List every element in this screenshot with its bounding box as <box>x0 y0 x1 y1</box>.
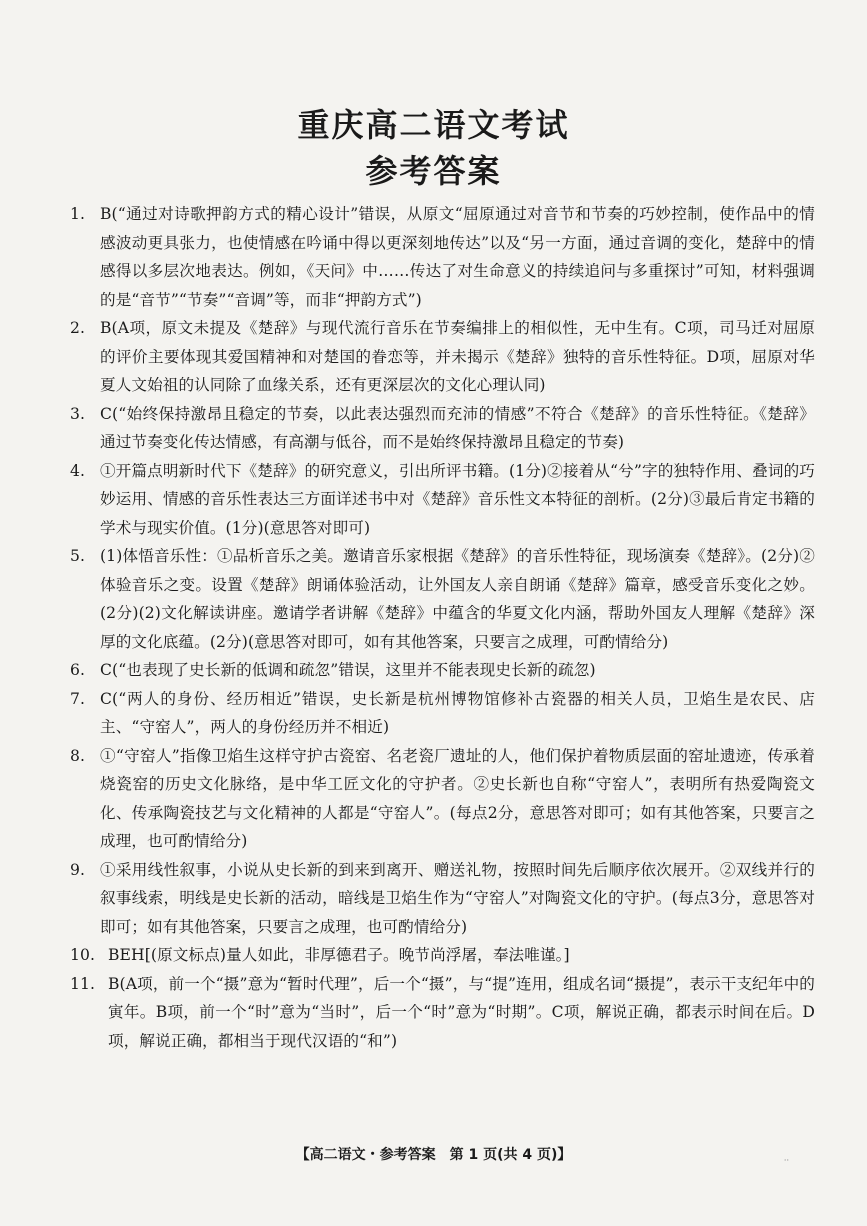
answer-text: (1)体悟音乐性：①品析音乐之美。邀请音乐家根据《楚辞》的音乐性特征，现场演奏《楚辞》。(2分)②体验音乐之变。设置《楚辞》朗诵体验活动，让外国友人亲自朗诵《楚辞》篇章，感受音乐变化之妙。(2分)(2)文化解读讲座。邀请学者讲解《楚辞》中蕴含的华夏文化内涵，帮助外国友人理解《楚辞》深厚的文化底蕴。(2分)(意思答对即可，如有其他答案，只要言之成理，可酌情给分) <box>100 547 815 651</box>
answer-number: 9. <box>70 860 86 879</box>
answer-list <box>70 200 815 1055</box>
answer-text: C(“始终保持激昂且稳定的节奏，以此表达强烈而充沛的情感”不符合《楚辞》的音乐性特征。《楚辞》通过节奏变化传达情感，有高潮与低谷，而不是始终保持激昂且稳定的节奏) <box>100 404 815 451</box>
answer-text: ①“守窑人”指像卫焰生这样守护古瓷窑、名老瓷厂遗址的人，他们保护着物质层面的窑址遗迹，传承着烧瓷窑的历史文化脉络，是中华工匠文化的守护者。②史长新也自称“守窑人”，表明所有热爱陶瓷文化、传承陶瓷技艺与文化精神的人都是“守窑人”。(每点2分，意思答对即可；如有其他答案，只要言之成理，也可酌情给分) <box>100 746 815 850</box>
corner-mark: ·· <box>783 1156 789 1165</box>
answer-number: 2. <box>70 319 86 337</box>
answer-text: C(“也表现了史长新的低调和疏忽”错误，这里并不能表现史长新的疏忽) <box>100 661 596 679</box>
answer-number: 8. <box>70 746 86 765</box>
answer-number: 6. <box>70 661 86 679</box>
answer-number: 5. <box>70 547 86 565</box>
answer-number: 10. <box>70 946 96 964</box>
answer-item-2 <box>70 314 815 400</box>
answer-item-9 <box>70 856 815 942</box>
answer-item-11 <box>70 970 815 1056</box>
page-title: 重庆高二语文考试 <box>297 106 570 144</box>
answer-text: ①采用线性叙事，小说从史长新的到来到离开、赠送礼物，按照时间先后顺序依次展开。②双线并行的叙事线索，明线是史长新的活动，暗线是卫焰生作为“守窑人”对陶瓷文化的守护。(每点3分，意思答对即可；如有其他答案，只要言之成理，也可酌情给分) <box>100 860 815 936</box>
answer-number: 11. <box>70 974 96 993</box>
answer-number: 3. <box>70 404 86 423</box>
answer-text: ①开篇点明新时代下《楚辞》的研究意义，引出所评书籍。(1分)②接着从“兮”字的独特作用、叠词的巧妙运用、情感的音乐性表达三方面详述书中对《楚辞》音乐性文本特征的剖析。(2分)③最后肯定书籍的学术与现实价值。(1分)(意思答对即可) <box>100 461 815 537</box>
answer-item-4 <box>70 457 815 543</box>
answer-text: B(A项，前一个“摄”意为“暂时代理”，后一个“摄”，与“提”连用，组成名词“摄提”，表示干支纪年中的寅年。B项，前一个“时”意为“当时”，后一个“时”意为“时期”。C项，解说正确，都表示时间在后。D项，解说正确，都相当于现代汉语的“和”) <box>108 974 815 1050</box>
answer-item-7 <box>70 685 815 742</box>
page-footer: 【高二语文・参考答案 第 1 页(共 4 页)】 <box>295 1147 572 1163</box>
answer-item-10 <box>70 941 815 970</box>
answer-number: 4. <box>70 461 86 480</box>
answer-item-1 <box>70 200 815 314</box>
answer-number: 1. <box>70 205 86 223</box>
answer-item-8 <box>70 742 815 856</box>
answer-text: B(A项，原文未提及《楚辞》与现代流行音乐在节奏编排上的相似性，无中生有。C项，司马迁对屈原的评价主要体现其爱国精神和对楚国的眷恋等，并未揭示《楚辞》独特的音乐性特征。D项，屈原对华夏人文始祖的认同除了血缘关系，还有更深层次的文化心理认同) <box>100 319 815 394</box>
answer-text: B(“通过对诗歌押韵方式的精心设计”错误，从原文“屈原通过对音节和节奏的巧妙控制，使作品中的情感波动更具张力，也使情感在吟诵中得以更深刻地传达”以及“另一方面，通过音调的变化，楚辞中的情感得以多层次地表达。例如，《天问》中……传达了对生命意义的持续追问与多重探讨”可知，材料强调的是“音节”“节奏”“音调”等，而非“押韵方式”) <box>100 205 815 309</box>
answer-item-5 <box>70 542 815 656</box>
answer-item-3 <box>70 400 815 457</box>
answer-number: 7. <box>70 689 86 708</box>
answer-text: BEH[(原文标点)量人如此，非厚德君子。晚节尚浮屠，奉法唯谨。] <box>108 946 570 964</box>
answer-item-6 <box>70 656 815 685</box>
answer-text: C(“两人的身份、经历相近”错误，史长新是杭州博物馆修补古瓷器的相关人员，卫焰生是农民、店主、“守窑人”，两人的身份经历并不相近) <box>100 689 815 736</box>
page-subtitle: 参考答案 <box>365 152 502 190</box>
